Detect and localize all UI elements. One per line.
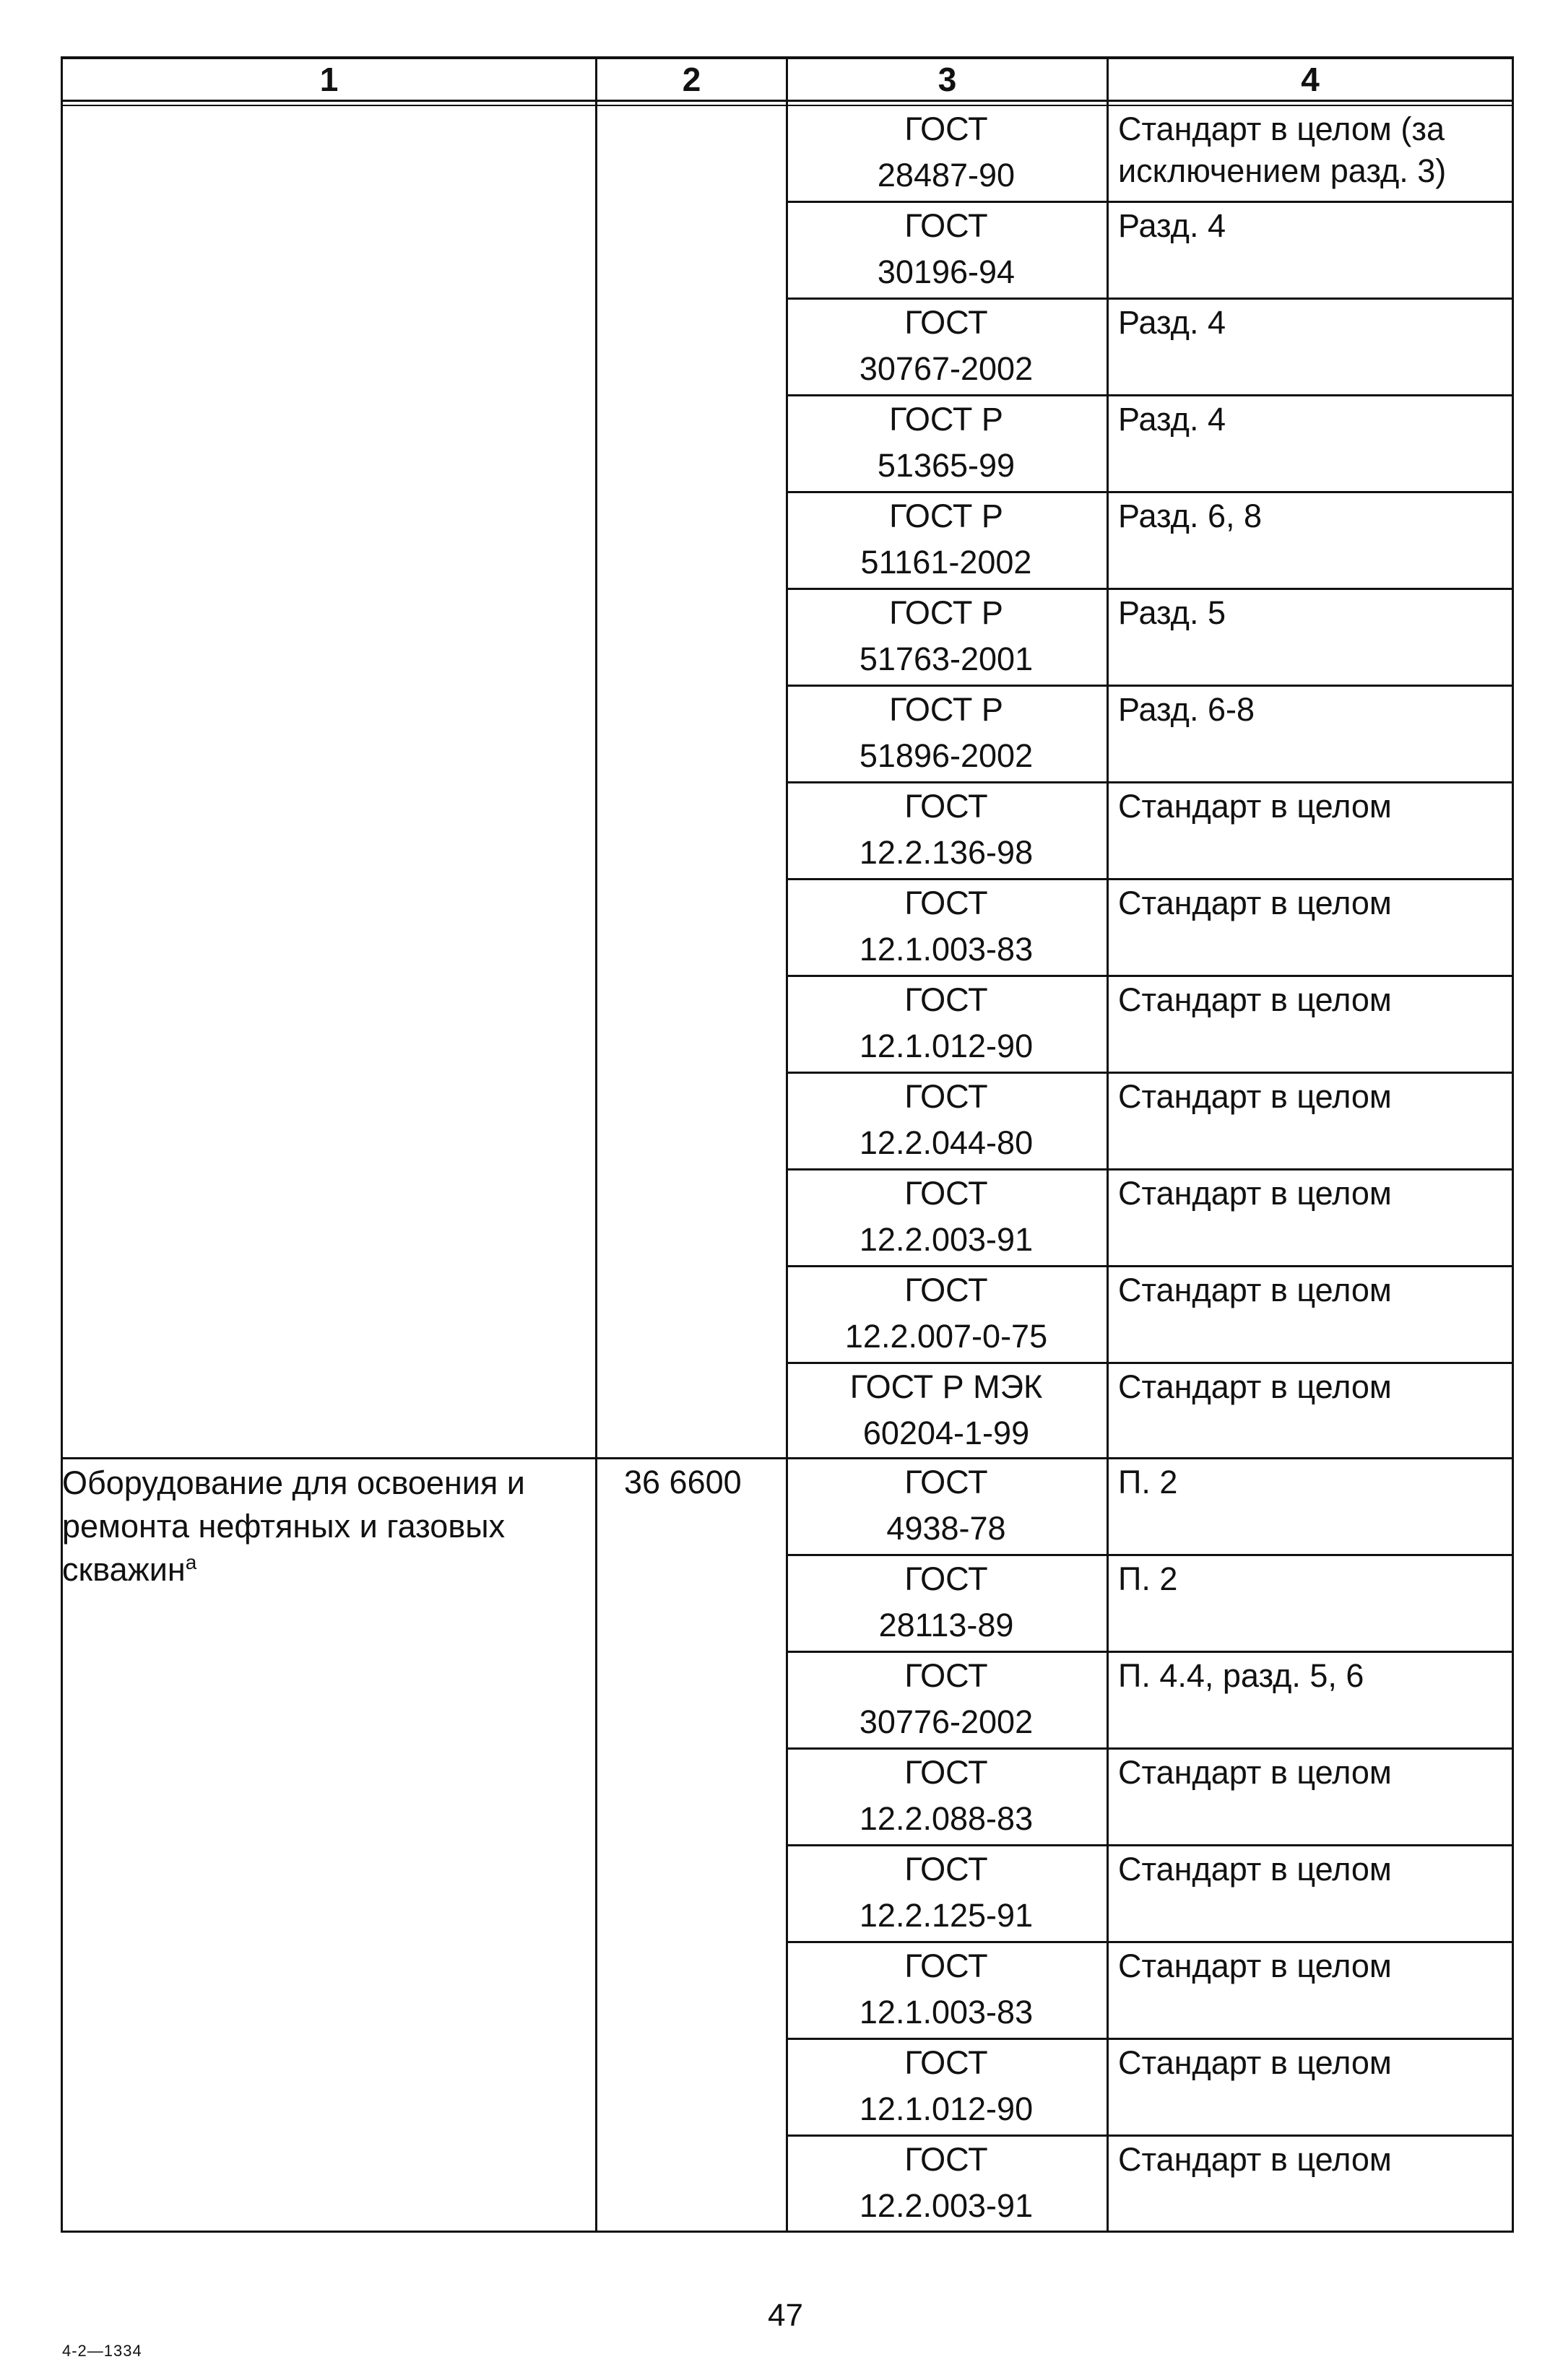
- std-designation: ГОСТ: [904, 981, 988, 1018]
- std-designation: ГОСТ: [904, 1947, 988, 1984]
- std-scope: Стандарт в целом: [1118, 1078, 1392, 1115]
- std-number: 12.2.044-80: [859, 1124, 1034, 1161]
- std-number: 51365-99: [877, 447, 1016, 484]
- std-scope: Стандарт в целом: [1118, 2141, 1392, 2178]
- std-scope: Стандарт в целом: [1118, 981, 1392, 1018]
- std-scope: Разд. 6-8: [1118, 691, 1255, 728]
- product-name-last-line: скважин: [62, 1551, 186, 1588]
- std-designation: ГОСТ: [904, 207, 988, 244]
- std-designation: ГОСТ: [904, 1272, 988, 1308]
- header-col-3: 3: [938, 61, 957, 98]
- std-scope: Стандарт в целом: [1118, 1754, 1392, 1791]
- std-designation: ГОСТ: [904, 1754, 988, 1791]
- std-scope: Стандарт в целом: [1118, 1368, 1392, 1405]
- product-name: ремонта нефтяных и газовых: [62, 1508, 506, 1545]
- std-designation: ГОСТ: [904, 110, 988, 147]
- std-designation: ГОСТ: [904, 885, 988, 921]
- std-scope: Стандарт в целом: [1118, 885, 1392, 921]
- header-col-2: 2: [682, 61, 701, 98]
- std-scope: П. 2: [1118, 1560, 1178, 1597]
- col-border-left: [61, 56, 63, 2233]
- std-number: 30767-2002: [859, 350, 1034, 387]
- std-scope: Стандарт в целом: [1118, 1272, 1392, 1308]
- std-number: 12.2.125-91: [859, 1897, 1034, 1934]
- col-border-1-2: [595, 56, 597, 2233]
- print-code: 4-2—1334: [62, 2342, 142, 2360]
- std-number: 12.1.003-83: [859, 931, 1034, 968]
- std-number: 12.1.012-90: [859, 2090, 1034, 2127]
- page-number: 47: [768, 2298, 803, 2333]
- std-designation: ГОСТ Р МЭК: [849, 1368, 1043, 1405]
- std-scope: Стандарт в целом (за: [1118, 110, 1445, 147]
- std-designation: ГОСТ Р: [889, 691, 1003, 728]
- std-number: 30196-94: [877, 253, 1016, 290]
- header-col-1: 1: [319, 61, 339, 98]
- std-number: 12.1.012-90: [859, 1028, 1034, 1064]
- std-number: 4938-78: [886, 1510, 1006, 1547]
- std-scope: П. 4.4, разд. 5, 6: [1118, 1657, 1364, 1694]
- std-scope: Разд. 6, 8: [1118, 498, 1263, 534]
- std-number: 51161-2002: [860, 544, 1032, 581]
- product-name: [62, 1548, 196, 1591]
- std-number: 12.2.136-98: [859, 834, 1034, 871]
- std-designation: ГОСТ Р: [889, 498, 1003, 534]
- std-number: 51896-2002: [859, 737, 1034, 774]
- std-scope: Разд. 5: [1118, 594, 1226, 631]
- std-designation: ГОСТ: [904, 1175, 988, 1212]
- std-number: 51763-2001: [859, 640, 1034, 677]
- std-number: 12.2.007-0-75: [844, 1318, 1048, 1355]
- std-designation: ГОСТ Р: [889, 594, 1003, 631]
- std-scope: Стандарт в целом: [1118, 788, 1392, 825]
- std-designation: ГОСТ: [904, 2044, 988, 2081]
- std-scope: Стандарт в целом: [1118, 1947, 1392, 1984]
- std-designation: ГОСТ: [904, 1560, 988, 1597]
- std-number: 28113-89: [878, 1607, 1014, 1643]
- std-designation: ГОСТ: [904, 304, 988, 341]
- std-designation: ГОСТ: [904, 2141, 988, 2178]
- std-number: 12.1.003-83: [859, 1994, 1034, 2031]
- std-scope: Стандарт в целом: [1118, 1175, 1392, 1212]
- footnote-marker: a: [185, 1551, 197, 1573]
- std-designation: ГОСТ: [904, 1078, 988, 1115]
- std-number: 60204-1-99: [862, 1415, 1030, 1451]
- std-number: 12.2.088-83: [859, 1800, 1034, 1837]
- std-designation: ГОСТ: [904, 788, 988, 825]
- std-number: 30776-2002: [859, 1703, 1034, 1740]
- std-scope: Стандарт в целом: [1118, 1851, 1392, 1888]
- std-scope: исключением разд. 3): [1118, 152, 1447, 189]
- header-col-4: 4: [1301, 61, 1320, 98]
- std-designation: ГОСТ Р: [889, 401, 1003, 438]
- product-name: Оборудование для освоения и: [62, 1464, 525, 1501]
- std-number: 12.2.003-91: [859, 2187, 1034, 2224]
- std-number: 12.2.003-91: [859, 1221, 1034, 1258]
- std-scope: Разд. 4: [1118, 207, 1226, 244]
- std-scope: П. 2: [1118, 1464, 1178, 1500]
- col-border-3-4: [1107, 56, 1109, 2233]
- std-designation: ГОСТ: [904, 1464, 988, 1500]
- std-scope: Разд. 4: [1118, 304, 1226, 341]
- col-border-right: [1512, 56, 1514, 2233]
- product-code: 36 6600: [624, 1464, 742, 1500]
- std-number: 28487-90: [877, 157, 1016, 194]
- std-designation: ГОСТ: [904, 1657, 988, 1694]
- std-designation: ГОСТ: [904, 1851, 988, 1888]
- std-scope: Стандарт в целом: [1118, 2044, 1392, 2081]
- std-scope: Разд. 4: [1118, 401, 1226, 438]
